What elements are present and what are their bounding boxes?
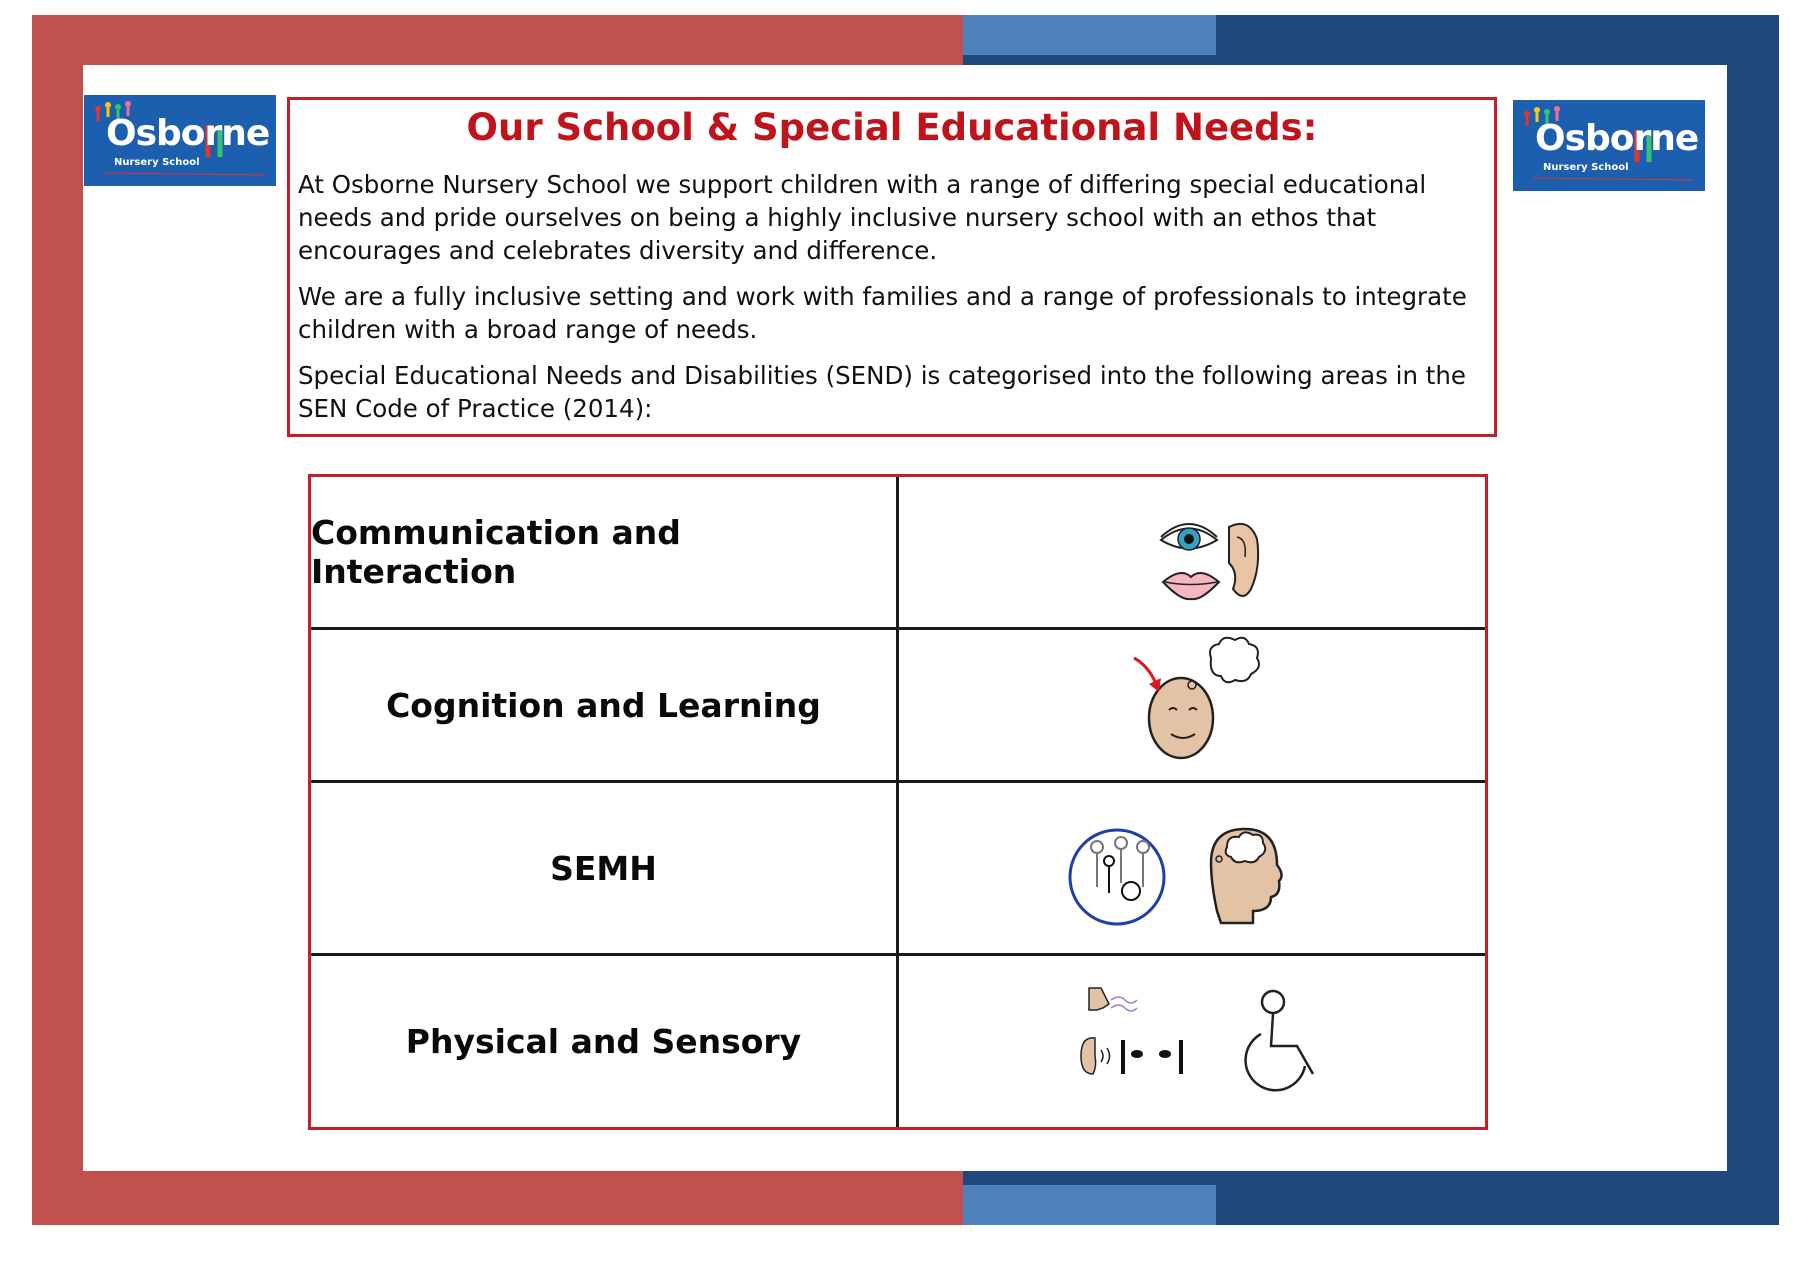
table-row bbox=[311, 956, 1485, 1127]
intro-box bbox=[287, 97, 1497, 437]
eye-icon bbox=[1161, 524, 1217, 550]
ear-icon bbox=[1229, 524, 1258, 596]
semh-icons bbox=[899, 783, 1491, 953]
logo-brand-text: Osborne bbox=[1535, 118, 1699, 159]
table-row bbox=[311, 630, 1485, 783]
thinking-head-icon bbox=[899, 630, 1491, 780]
inclusion-group-icon bbox=[1070, 830, 1164, 924]
table-row bbox=[311, 783, 1485, 956]
area-label: SEMH bbox=[550, 848, 657, 888]
area-label: Communication and Interaction bbox=[311, 513, 681, 591]
area-icons bbox=[899, 783, 1485, 953]
intro-paragraph-3: Special Educational Needs and Disabilities (SEND) is categorised into the following areas in the SEN Code of Practice (2014): bbox=[298, 361, 1466, 423]
physical-sensory-icons bbox=[899, 956, 1491, 1124]
area-icons bbox=[899, 630, 1485, 780]
area-icons bbox=[899, 477, 1485, 627]
logo-sub-text: Nursery School bbox=[1543, 162, 1629, 173]
area-icons bbox=[899, 956, 1485, 1127]
school-logo-left bbox=[84, 95, 276, 186]
logo-sub-text: Nursery School bbox=[114, 157, 200, 168]
table-row bbox=[311, 477, 1485, 630]
page-title: Our School & Special Educational Needs: bbox=[466, 106, 1318, 149]
mind-head-icon bbox=[1211, 829, 1282, 923]
communication-icon bbox=[899, 477, 1491, 627]
logo-brand-text: Osborne bbox=[106, 113, 270, 154]
senses-icon bbox=[1081, 988, 1181, 1074]
send-areas-table bbox=[308, 474, 1488, 1130]
intro-paragraph-1: At Osborne Nursery School we support children with a range of differing special educational needs and pride ourselves on being a highly inclusive nursery school with an ethos that encourages and celebrates diversity and difference. bbox=[298, 170, 1427, 265]
wheelchair-icon bbox=[1246, 991, 1313, 1090]
area-label: Physical and Sensory bbox=[405, 1022, 802, 1061]
school-logo-right bbox=[1513, 100, 1705, 191]
lips-icon bbox=[1163, 573, 1219, 599]
area-label: Cognition and Learning bbox=[386, 685, 821, 725]
intro-paragraph-2: We are a fully inclusive setting and work with families and a range of professionals to integrate children with a broad range of needs. bbox=[298, 282, 1467, 344]
